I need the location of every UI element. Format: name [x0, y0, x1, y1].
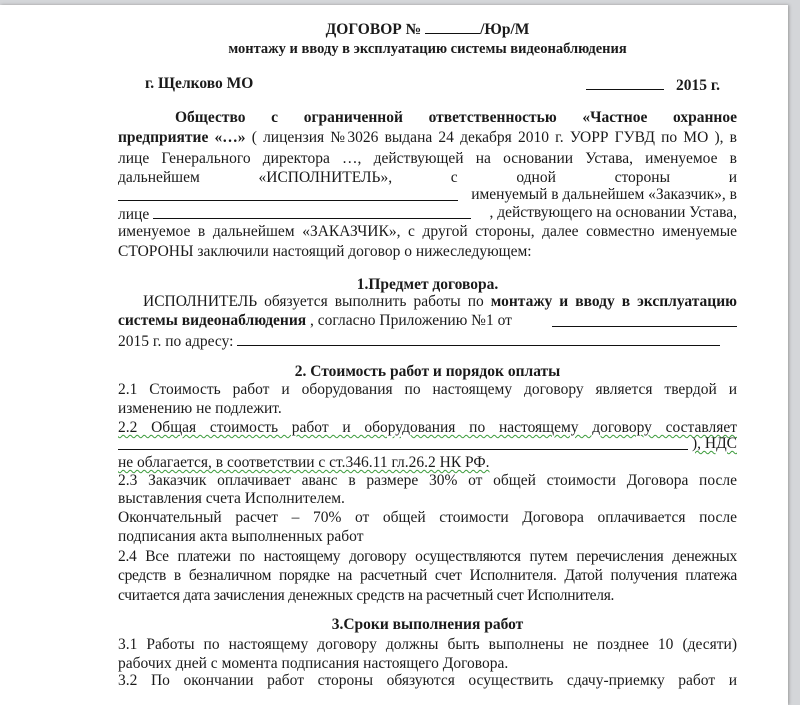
text: ), НДС — [691, 435, 737, 452]
customer-text: именуемый в дальнейшем «Заказчик», в — [471, 186, 737, 203]
total-cost-blank — [118, 434, 688, 450]
body-line: 3.1 Работы по настоящему договору должны быть выполнены не позднее 10 (десяти) — [118, 636, 737, 653]
text: 2015 г. по адресу: — [118, 333, 238, 350]
preamble-line: Общество с ограниченной ответственностью «Частное охранное — [175, 109, 737, 126]
body-line: не облагается, в соответствии с ст.346.11 гл.26.2 НК РФ. — [118, 454, 490, 471]
company-name: предприятие «…» — [118, 129, 246, 146]
text: монтажу и вводу в эксплуатацию — [490, 293, 737, 310]
section-heading: 2. Стоимость работ и порядок оплаты — [294, 363, 561, 380]
body-line: 2.1 Стоимость работ и оборудования по настоящему договору является твердой и — [118, 381, 737, 398]
text: , согласно Приложению №1 от — [306, 312, 512, 329]
preamble-line: дальнейшем «ИСПОЛНИТЕЛЬ», с одной стороны и — [118, 169, 737, 186]
body-line — [118, 434, 737, 454]
body-line: считается дата зачисления денежных средств на расчетный счет Исполнителя. — [118, 587, 615, 604]
body-line — [118, 311, 737, 331]
license-text: ( лицензия №3026 выдана 24 декабря 2010 г. УОРР ГУВД по МО ), в — [245, 129, 737, 146]
body-line: Окончательный расчет – 70% от общей стоимости Договора оплачивается после — [118, 509, 737, 526]
section-heading: 3.Сроки выполнения работ — [331, 616, 524, 633]
place-date-line — [145, 74, 720, 94]
title-text: ДОГОВОР № — [325, 21, 422, 38]
contract-number-blank — [425, 18, 480, 34]
city: г. Щелково МО — [145, 75, 254, 92]
preamble-line — [118, 185, 737, 205]
title-suffix: /Юр/М — [480, 21, 530, 38]
contract-title — [118, 18, 737, 38]
preamble-line — [118, 128, 737, 148]
body-line: подписания акта выполненных работ — [118, 528, 364, 545]
address-blank — [237, 330, 720, 346]
text: лице — [118, 206, 154, 223]
preamble-line: СТОРОНЫ заключили настоящий договор о нижеследующем: — [118, 243, 532, 260]
year: 2015 г. — [675, 77, 720, 94]
customer-name-blank — [118, 185, 458, 201]
text: системы видеонаблюдения — [118, 312, 307, 329]
body-line: изменению не подлежит. — [118, 400, 282, 417]
body-line: 3.2 По окончании работ стороны обязуются осуществить сдачу-приемку работ и — [118, 672, 737, 689]
text: , действующего на основании Устава, — [489, 204, 737, 221]
body-line: 2.2 Общая стоимость работ и оборудования по настоящему договору составляет — [118, 419, 737, 436]
body-line: 2.3 Заказчик оплачивает аванс в размере 30% от общей стоимости Договора после — [118, 472, 737, 489]
representative-blank — [153, 203, 471, 219]
body-line — [118, 330, 737, 350]
contract-subtitle: монтажу и вводу в эксплуатацию системы видеонаблюдения — [228, 41, 627, 57]
text: ИСПОЛНИТЕЛЬ обязуется выполнить работы по — [143, 293, 491, 310]
preamble-line: лице Генерального директора …, действующей на основании Устава, именуемое в — [118, 150, 737, 167]
body-line: рабочих дней с момента подписания настоящего Договора. — [118, 655, 509, 672]
preamble-line: именуемое в дальнейшем «ЗАКАЗЧИК», с другой стороны, далее совместно именуемые — [118, 223, 737, 240]
section-heading: 1.Предмет договора. — [356, 276, 499, 293]
body-line: 2.4 Все платежи по настоящему договору осуществляются путем перечисления денежных — [118, 548, 737, 565]
body-line: средств в безналичном порядке на расчетный счет Исполнителя. Датой получения платежа — [118, 567, 737, 584]
preamble-line — [118, 203, 737, 223]
body-line — [143, 292, 737, 312]
document-page — [0, 5, 788, 705]
body-line: выставления счета Исполнителем. — [118, 490, 345, 507]
date-blank — [586, 74, 664, 90]
appendix-date-blank — [552, 311, 737, 327]
